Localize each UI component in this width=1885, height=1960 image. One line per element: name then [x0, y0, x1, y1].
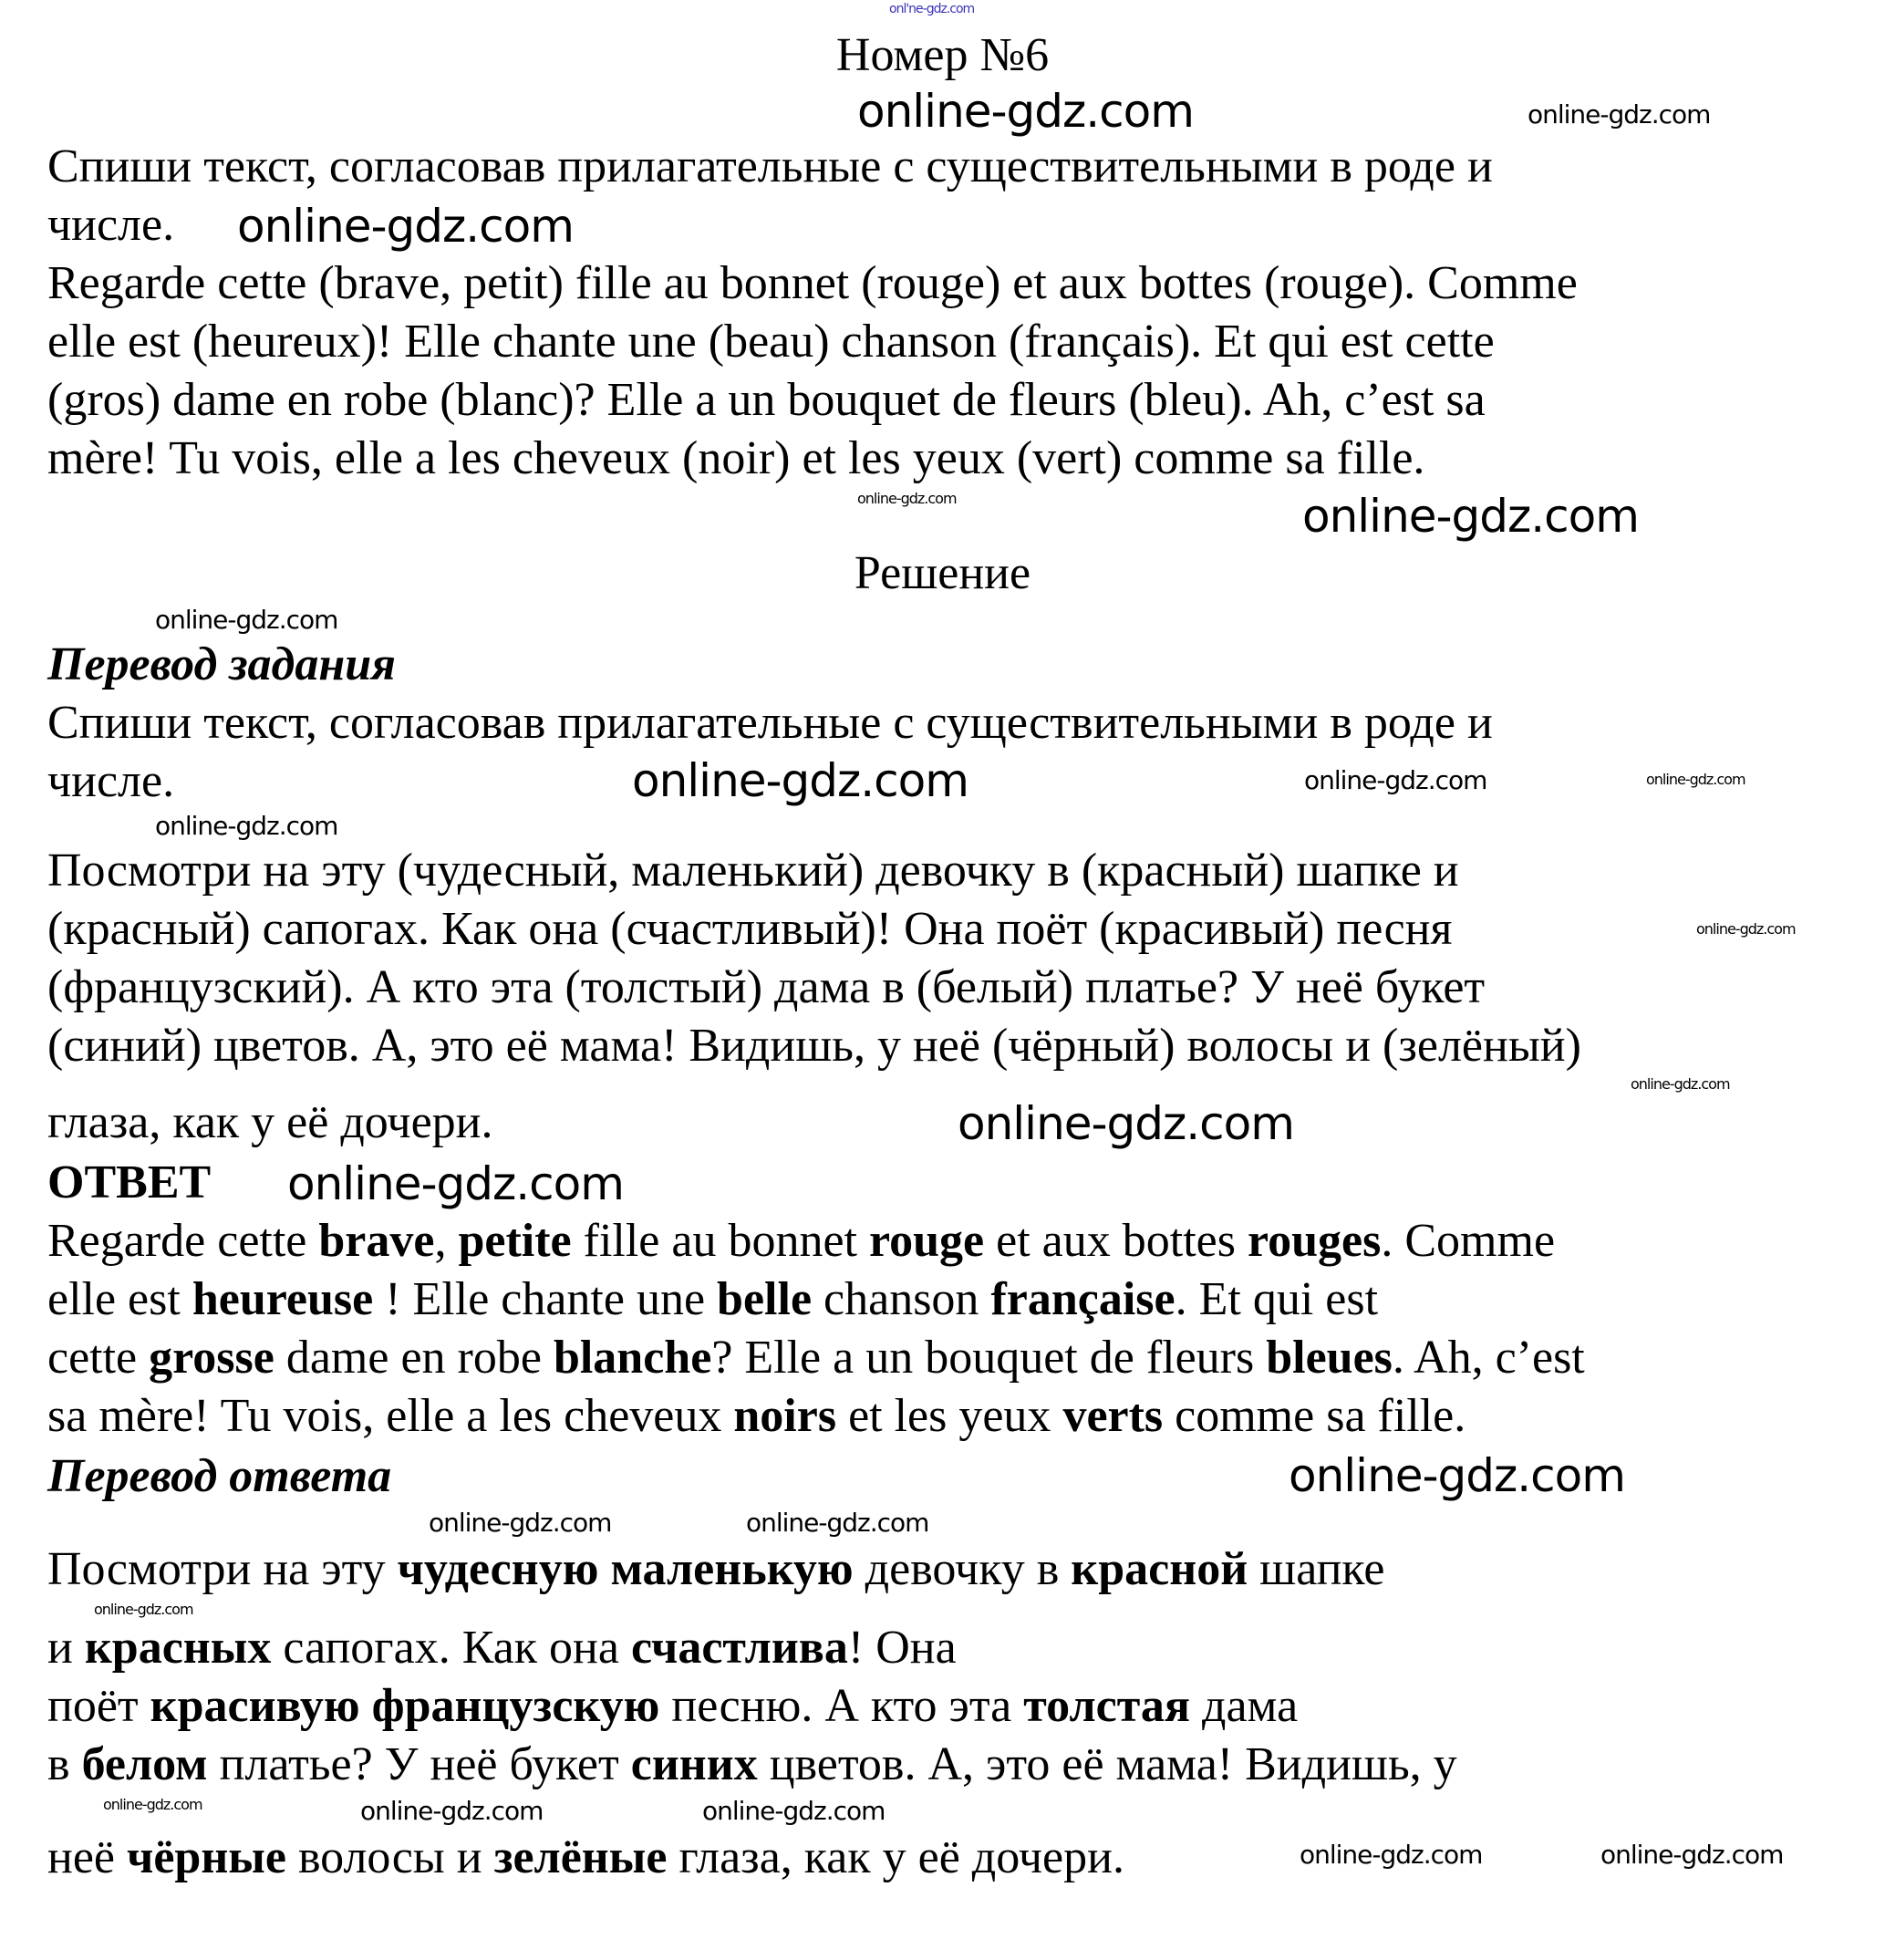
- bold-answer-word: чёрные: [127, 1831, 286, 1883]
- solution-heading: Решение: [854, 547, 1031, 599]
- bold-answer-word: grosse: [149, 1332, 274, 1384]
- bold-answer-word: красной: [1071, 1543, 1248, 1595]
- text-segment: chanson: [812, 1273, 991, 1325]
- text-segment: et aux bottes: [984, 1215, 1248, 1267]
- text-segment: девочку в: [853, 1543, 1072, 1595]
- answer-line: [47, 1388, 1466, 1445]
- task-text-line: Regarde cette (brave, petit) fille au bonnet (rouge) et aux bottes (rouge). Comme: [47, 257, 1578, 309]
- text-segment: . Ah, c’est: [1392, 1332, 1585, 1384]
- task-instruction-line: Спиши текст, согласовав прилагательные с существительными в роде и: [47, 140, 1493, 192]
- watermark: online-gdz.com: [702, 1796, 886, 1826]
- bold-answer-word: noirs: [733, 1390, 837, 1442]
- watermark: online-gdz.com: [1696, 920, 1796, 938]
- watermark: online-gdz.com: [237, 200, 574, 253]
- text-segment: comme sa fille.: [1163, 1390, 1466, 1442]
- text-segment: в: [47, 1738, 82, 1790]
- text-segment: цветов. А, это её мама! Видишь, у: [757, 1738, 1457, 1790]
- watermark: online-gdz.com: [1528, 99, 1711, 130]
- text-segment: cette: [47, 1332, 150, 1384]
- task-text-line: elle est (heureux)! Elle chante une (beau) chanson (français). Et qui est cette: [47, 316, 1495, 368]
- watermark: online-gdz.com: [94, 1601, 193, 1618]
- watermark: online-gdz.com: [287, 1157, 624, 1210]
- text-segment: Посмотри на эту: [47, 1543, 398, 1595]
- text-segment: глаза, как у её дочери.: [667, 1831, 1124, 1883]
- translation-text-line: глаза, как у её дочери.: [47, 1096, 493, 1148]
- bold-answer-word: зелёные: [493, 1831, 668, 1883]
- text-segment: шапке: [1248, 1543, 1385, 1595]
- bold-answer-word: чудесную маленькую: [397, 1543, 854, 1595]
- text-segment: песню. А кто эта: [659, 1680, 1024, 1732]
- watermark: online-gdz.com: [360, 1796, 544, 1826]
- text-segment: платье? У неё букет: [207, 1738, 631, 1790]
- task-text-line: (gros) dame en robe (blanc)? Elle a un bouquet de fleurs (bleu). Ah, c’est sa: [47, 374, 1486, 426]
- bold-answer-word: rouges: [1247, 1215, 1382, 1267]
- bold-answer-word: синих: [630, 1738, 758, 1790]
- watermark: online-gdz.com: [1646, 771, 1745, 788]
- text-segment: . Et qui est: [1175, 1273, 1379, 1325]
- bold-answer-word: bleues: [1266, 1332, 1393, 1384]
- text-segment: дама: [1190, 1680, 1299, 1732]
- answer-translation-line: [47, 1737, 1457, 1793]
- watermark: online-gdz.com: [632, 754, 968, 807]
- bold-answer-word: белом: [81, 1738, 208, 1790]
- bold-answer-word: française: [990, 1273, 1176, 1325]
- watermark: online-gdz.com: [1304, 765, 1487, 795]
- text-segment: и: [47, 1622, 85, 1674]
- bold-answer-word: petite: [458, 1215, 572, 1267]
- text-segment: ! Elle chante une: [373, 1273, 718, 1325]
- text-segment: поёт: [47, 1680, 150, 1732]
- translation-text-line: (красный) сапогах. Как она (счастливый)! Она поёт (красивый) песня: [47, 903, 1453, 955]
- watermark: online-gdz.com: [429, 1508, 612, 1538]
- task-translation-heading: Перевод задания: [47, 638, 396, 690]
- text-segment: dame en robe: [274, 1332, 554, 1384]
- text-segment: ! Она: [847, 1622, 957, 1674]
- watermark: online-gdz.com: [857, 490, 957, 507]
- bold-answer-word: verts: [1062, 1390, 1164, 1442]
- watermark: online-gdz.com: [1300, 1840, 1483, 1870]
- watermark: online-gdz.com: [746, 1508, 929, 1538]
- text-segment: Regarde cette: [47, 1215, 319, 1267]
- task-instruction-line: числе.: [47, 199, 175, 251]
- text-segment: ,: [434, 1215, 459, 1267]
- text-segment: et les yeux: [836, 1390, 1063, 1442]
- top-watermark: onl'ne-gdz.com: [889, 2, 975, 16]
- watermark: online-gdz.com: [1631, 1075, 1730, 1093]
- translation-text-line: (французский). А кто эта (толстый) дама в (белый) платье? У неё букет: [47, 961, 1486, 1013]
- bold-answer-word: rouge: [869, 1215, 985, 1267]
- translation-text-line: Посмотри на эту (чудесный, маленький) девочку в (красный) шапке и: [47, 845, 1459, 897]
- watermark: online-gdz.com: [1302, 490, 1639, 543]
- watermark: online-gdz.com: [958, 1097, 1294, 1150]
- bold-answer-word: heureuse: [192, 1273, 374, 1325]
- bold-answer-word: счастлива: [630, 1622, 848, 1674]
- bold-answer-word: красивую французскую: [150, 1680, 660, 1732]
- bold-answer-word: толстая: [1023, 1680, 1191, 1732]
- bold-answer-word: blanche: [553, 1332, 712, 1384]
- answer-line: [47, 1271, 1378, 1328]
- text-segment: fille au bonnet: [571, 1215, 869, 1267]
- answer-heading: ОТВЕТ: [47, 1156, 212, 1208]
- translation-instruction-line: Спиши текст, согласовав прилагательные с существительными в роде и: [47, 697, 1493, 749]
- bold-answer-word: belle: [717, 1273, 813, 1325]
- text-segment: волосы и: [285, 1831, 494, 1883]
- text-segment: sa mère! Tu vois, elle a les cheveux: [47, 1390, 734, 1442]
- translation-instruction-line: числе.: [47, 755, 175, 807]
- watermark: online-gdz.com: [103, 1796, 202, 1813]
- task-text-line: mère! Tu vois, elle a les cheveux (noir) et les yeux (vert) comme sa fille.: [47, 432, 1425, 484]
- watermark: online-gdz.com: [857, 85, 1194, 138]
- text-segment: . Comme: [1381, 1215, 1556, 1267]
- watermark: online-gdz.com: [1600, 1840, 1784, 1870]
- text-segment: ? Elle a un bouquet de fleurs: [711, 1332, 1267, 1384]
- answer-line: [47, 1213, 1555, 1270]
- answer-translation-heading: Перевод ответа: [47, 1450, 392, 1502]
- watermark: online-gdz.com: [155, 811, 338, 841]
- text-segment: elle est: [47, 1273, 192, 1325]
- answer-line: [47, 1330, 1585, 1386]
- answer-translation-line: [47, 1678, 1298, 1735]
- translation-text-line: (синий) цветов. А, это её мама! Видишь, у неё (чёрный) волосы и (зелёный): [47, 1020, 1581, 1072]
- answer-translation-line: [47, 1830, 1124, 1886]
- page-title: Номер №6: [835, 29, 1050, 81]
- watermark: online-gdz.com: [155, 605, 338, 635]
- answer-translation-line: [47, 1620, 957, 1676]
- watermark: online-gdz.com: [1289, 1449, 1625, 1502]
- bold-answer-word: красных: [84, 1622, 272, 1674]
- answer-translation-line: [47, 1541, 1384, 1598]
- text-segment: сапогах. Как она: [271, 1622, 631, 1674]
- bold-answer-word: brave: [318, 1215, 435, 1267]
- text-segment: неё: [47, 1831, 127, 1883]
